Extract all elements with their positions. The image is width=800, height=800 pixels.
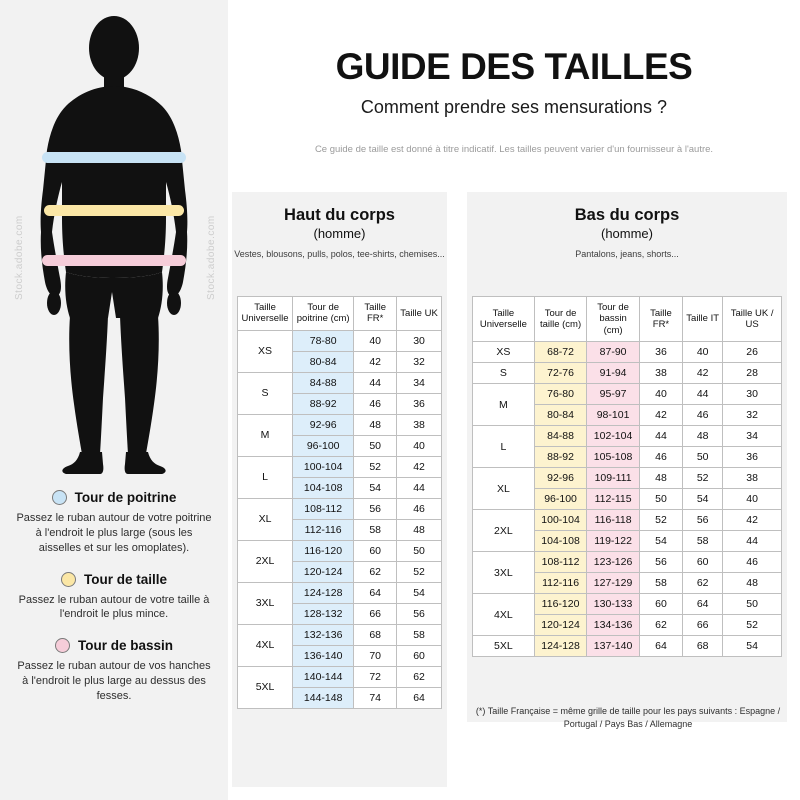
table-cell: 104-108 [534,531,587,552]
table-cell: 112-116 [293,519,354,540]
table-cell: 56 [397,603,442,624]
table-row [238,540,442,561]
table-row [473,594,782,615]
table-cell: 58 [397,624,442,645]
table-cell: 91-94 [587,363,640,384]
table-cell: 100-104 [534,510,587,531]
table-cell: 78-80 [293,330,354,351]
table-cell: 64 [639,636,682,657]
chest-measure-band [42,152,186,163]
chest-color-dot-icon [52,490,67,505]
table-row [238,666,442,687]
table-cell: 66 [683,615,723,636]
table-cell: 112-116 [534,573,587,594]
table-cell: 84-88 [534,426,587,447]
hips-measure-band [42,255,186,266]
table-row [473,468,782,489]
table-cell: 46 [683,405,723,426]
table-cell: 80-84 [293,351,354,372]
table-cell: 80-84 [534,405,587,426]
table-cell: 42 [723,510,782,531]
table-cell: 52 [639,510,682,531]
hips-color-dot-icon [55,638,70,653]
column-header: Taille IT [683,297,723,342]
table-cell: 56 [354,498,397,519]
table-cell: 134-136 [587,615,640,636]
size-label-cell: 4XL [238,624,293,666]
lower-body-title: Bas du corps [574,206,680,224]
upper-body-table-body [238,330,442,708]
table-cell: 54 [639,531,682,552]
size-label-cell: S [238,372,293,414]
table-cell: 72 [354,666,397,687]
table-cell: 95-97 [587,384,640,405]
table-row [473,552,782,573]
size-label-cell: M [238,414,293,456]
table-cell: 30 [397,330,442,351]
table-cell: 74 [354,687,397,708]
footnote: (*) Taille Française = même grille de taille pour les pays suivants : Espagne / Portugal / Pays Bas / Allemagne [475,706,781,730]
table-cell: 92-96 [534,468,587,489]
table-cell: 105-108 [587,447,640,468]
table-cell: 58 [639,573,682,594]
table-cell: 62 [683,573,723,594]
size-label-cell: XL [238,498,293,540]
legend-text-hips: Passez le ruban autour de vos hanches à l'endroit le plus large au dessus des fesses. [17,660,211,702]
table-cell: 28 [723,363,782,384]
size-label-cell: 2XL [473,510,535,552]
size-label-cell: L [238,456,293,498]
table-cell: 42 [683,363,723,384]
table-cell: 96-100 [534,489,587,510]
size-label-cell: XL [473,468,535,510]
header [228,0,800,155]
table-cell: 76-80 [534,384,587,405]
size-label-cell: 2XL [238,540,293,582]
size-label-cell: 3XL [473,552,535,594]
table-cell: 54 [683,489,723,510]
table-cell: 54 [354,477,397,498]
page-title: GUIDE DES TAILLES [335,46,693,87]
table-cell: 54 [723,636,782,657]
table-cell: 40 [683,342,723,363]
table-cell: 112-115 [587,489,640,510]
table-cell: 127-129 [587,573,640,594]
table-cell: 64 [397,687,442,708]
table-row [473,426,782,447]
table-header-row [238,297,442,331]
table-cell: 119-122 [587,531,640,552]
table-cell: 38 [639,363,682,384]
legend-item-chest [14,490,214,556]
table-cell: 66 [354,603,397,624]
table-cell: 62 [397,666,442,687]
table-cell: 128-132 [293,603,354,624]
table-cell: 60 [397,645,442,666]
table-cell: 50 [639,489,682,510]
table-cell: 60 [639,594,682,615]
legend-item-waist [14,572,214,623]
table-row [473,384,782,405]
table-cell: 58 [683,531,723,552]
legend-title-hips: Tour de bassin [77,638,173,654]
table-cell: 44 [723,531,782,552]
table-cell: 40 [639,384,682,405]
column-header: Taille FR* [639,297,682,342]
size-label-cell: 4XL [473,594,535,636]
table-cell: 62 [354,561,397,582]
table-cell: 64 [354,582,397,603]
table-cell: 34 [397,372,442,393]
table-cell: 60 [354,540,397,561]
upper-body-title: Haut du corps [284,206,395,224]
table-cell: 40 [354,330,397,351]
legend [0,490,228,720]
table-row [238,330,442,351]
column-header: Taille UK [397,297,442,331]
table-cell: 50 [397,540,442,561]
table-header-row [473,297,782,342]
table-cell: 70 [354,645,397,666]
table-cell: 64 [683,594,723,615]
waist-measure-band [44,205,184,216]
legend-item-hips [14,638,214,704]
table-cell: 42 [639,405,682,426]
table-cell: 36 [723,447,782,468]
upper-body-description: Vestes, blousons, pulls, polos, tee-shirts, chemises... [234,249,445,259]
table-row [473,342,782,363]
table-cell: 52 [723,615,782,636]
table-row [473,510,782,531]
table-cell: 44 [639,426,682,447]
table-cell: 68-72 [534,342,587,363]
table-cell: 104-108 [293,477,354,498]
table-cell: 116-120 [534,594,587,615]
table-cell: 26 [723,342,782,363]
table-cell: 54 [397,582,442,603]
column-header: Taille UK / US [723,297,782,342]
table-cell: 38 [723,468,782,489]
watermark-right: Stock.adobe.com [206,215,217,300]
table-cell: 132-136 [293,624,354,645]
table-cell: 137-140 [587,636,640,657]
size-label-cell: 5XL [238,666,293,708]
table-cell: 42 [397,456,442,477]
table-cell: 140-144 [293,666,354,687]
table-cell: 30 [723,384,782,405]
table-cell: 144-148 [293,687,354,708]
table-cell: 50 [723,594,782,615]
male-body-silhouette [0,0,228,490]
table-row [473,636,782,657]
table-cell: 46 [354,393,397,414]
table-cell: 52 [354,456,397,477]
table-cell: 38 [397,414,442,435]
legend-title-waist: Tour de taille [83,571,167,587]
table-cell: 36 [639,342,682,363]
table-cell: 100-104 [293,456,354,477]
table-cell: 84-88 [293,372,354,393]
table-row [238,372,442,393]
table-cell: 88-92 [293,393,354,414]
table-cell: 124-128 [534,636,587,657]
table-cell: 56 [639,552,682,573]
column-header: Taille Universelle [238,297,293,331]
table-cell: 44 [354,372,397,393]
table-cell: 48 [639,468,682,489]
size-label-cell: XS [238,330,293,372]
table-cell: 48 [397,519,442,540]
table-cell: 96-100 [293,435,354,456]
waist-color-dot-icon [61,572,76,587]
table-cell: 60 [683,552,723,573]
watermark-left: Stock.adobe.com [14,215,25,300]
table-row [238,624,442,645]
table-cell: 130-133 [587,594,640,615]
table-cell: 48 [683,426,723,447]
table-cell: 40 [397,435,442,456]
table-cell: 52 [397,561,442,582]
legend-text-chest: Passez le ruban autour de votre poitrine à l'endroit le plus large (sous les aisselles et sur les omoplates). [16,512,212,554]
table-cell: 116-118 [587,510,640,531]
table-cell: 88-92 [534,447,587,468]
page-subtitle: Comment prendre ses mensurations ? [360,97,668,117]
table-cell: 44 [683,384,723,405]
upper-body-table [237,296,442,709]
size-label-cell: M [473,384,535,426]
column-header: Tour de poitrine (cm) [293,297,354,331]
table-cell: 46 [639,447,682,468]
table-cell: 36 [397,393,442,414]
table-cell: 46 [397,498,442,519]
table-cell: 120-124 [534,615,587,636]
table-row [238,498,442,519]
legend-text-waist: Passez le ruban autour de votre taille à l'endroit le plus mince. [18,593,210,621]
lower-body-table-body [473,342,782,657]
table-cell: 108-112 [534,552,587,573]
table-cell: 109-111 [587,468,640,489]
table-cell: 50 [683,447,723,468]
table-cell: 68 [683,636,723,657]
table-cell: 58 [354,519,397,540]
table-row [473,363,782,384]
table-cell: 98-101 [587,405,640,426]
table-cell: 44 [397,477,442,498]
column-header: Tour de taille (cm) [534,297,587,342]
table-cell: 102-104 [587,426,640,447]
table-cell: 62 [639,615,682,636]
table-row [238,456,442,477]
table-cell: 123-126 [587,552,640,573]
table-cell: 124-128 [293,582,354,603]
table-row [238,582,442,603]
table-cell: 87-90 [587,342,640,363]
silhouette-panel [0,0,228,800]
table-cell: 46 [723,552,782,573]
size-label-cell: L [473,426,535,468]
table-cell: 48 [354,414,397,435]
lower-body-table [472,296,782,657]
size-label-cell: 3XL [238,582,293,624]
size-label-cell: 5XL [473,636,535,657]
table-cell: 120-124 [293,561,354,582]
table-cell: 68 [354,624,397,645]
column-header: Taille Universelle [473,297,535,342]
size-label-cell: XS [473,342,535,363]
disclaimer-text: Ce guide de taille est donné à titre indicatif. Les tailles peuvent varier d'un fournisseur à l'autre. [314,144,714,155]
table-cell: 40 [723,489,782,510]
table-cell: 136-140 [293,645,354,666]
column-header: Tour de bassin (cm) [587,297,640,342]
silhouette-figure [0,0,228,490]
table-cell: 32 [723,405,782,426]
upper-body-subtitle: (homme) [313,226,366,241]
table-cell: 50 [354,435,397,456]
table-cell: 48 [723,573,782,594]
table-row [238,414,442,435]
table-cell: 32 [397,351,442,372]
table-cell: 108-112 [293,498,354,519]
table-cell: 72-76 [534,363,587,384]
table-cell: 92-96 [293,414,354,435]
table-cell: 42 [354,351,397,372]
table-cell: 56 [683,510,723,531]
table-cell: 34 [723,426,782,447]
column-header: Taille FR* [354,297,397,331]
legend-title-chest: Tour de poitrine [74,490,177,505]
size-label-cell: S [473,363,535,384]
table-cell: 116-120 [293,540,354,561]
lower-body-description: Pantalons, jeans, shorts... [575,249,679,259]
lower-body-subtitle: (homme) [600,226,653,241]
table-cell: 52 [683,468,723,489]
